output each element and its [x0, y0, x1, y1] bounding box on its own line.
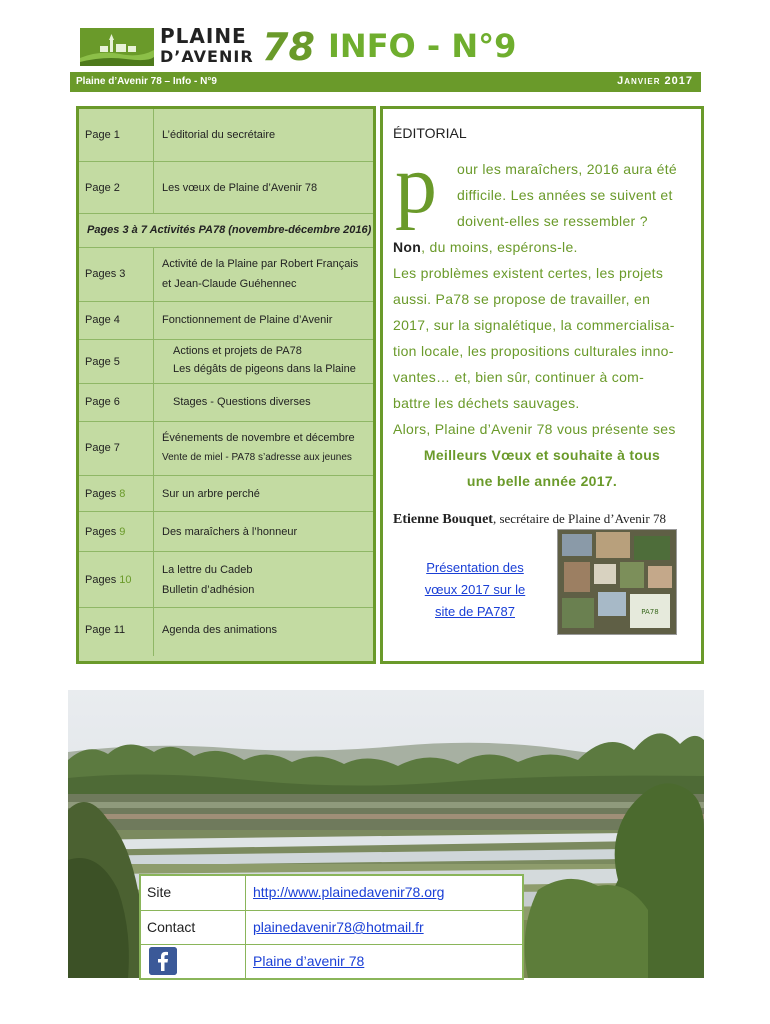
toc-page: Page 6 — [85, 396, 120, 408]
editorial-panel — [380, 106, 704, 664]
editorial-dropcap: p — [395, 138, 437, 231]
toc-row — [79, 339, 373, 384]
editorial-line: 2017, sur la signalétique, la commercialisa- — [393, 317, 675, 333]
editorial-line: difficile. Les années se suivent et — [457, 187, 673, 203]
toc-page: Page 4 — [85, 314, 120, 326]
logo-number: 78 — [262, 25, 315, 69]
toc-page: Pages 3 — [85, 268, 126, 280]
toc-desc: Fonctionnement de Plaine d’Avenir — [162, 314, 333, 326]
toc-row — [79, 301, 373, 340]
band-publication: Plaine d’Avenir 78 – Info - N°9 — [76, 76, 217, 87]
toc-desc: Événements de novembre et décembre Vente de miel - PA78 s’adresse aux jeunes — [162, 432, 355, 463]
toc-row — [79, 607, 373, 656]
logo — [80, 26, 316, 70]
toc-row — [79, 551, 373, 608]
toc-row — [79, 247, 373, 302]
toc-row — [79, 109, 373, 161]
contact-row-facebook — [141, 944, 522, 979]
facebook-link[interactable]: Plaine d’avenir 78 — [253, 953, 365, 969]
contact-row-site — [141, 876, 522, 910]
editorial-line: Les problèmes existent certes, les projets — [393, 265, 664, 281]
header-band — [70, 72, 701, 92]
site-label: Site — [147, 884, 172, 900]
toc-row — [79, 421, 373, 476]
issue-title: INFO - N°9 — [328, 27, 517, 65]
greetings-collage-image[interactable] — [557, 529, 677, 635]
toc-row — [79, 511, 373, 552]
toc-page: Pages 8 — [85, 488, 126, 500]
toc-desc: Actions et projets de PA78 Les dégâts de pigeons dans la Plaine — [173, 345, 356, 375]
contact-label: Contact — [147, 919, 196, 935]
toc-row — [79, 475, 373, 512]
toc-row — [79, 383, 373, 422]
toc-desc: L’éditorial du secrétaire — [162, 129, 276, 141]
presentation-link[interactable]: Présentation des vœux 2017 sur le site de PA787 — [424, 560, 526, 619]
toc-page: Pages 9 — [85, 526, 126, 538]
band-date: Janvier 2017 — [617, 75, 693, 87]
editorial-line: tion locale, les propositions culturales inno- — [393, 343, 674, 359]
editorial-wish: une belle année 2017. — [466, 473, 618, 489]
editorial-wish: Meilleurs Vœux et souhaite à tous — [423, 447, 661, 463]
contact-row-email — [141, 910, 522, 945]
editorial-line: Alors, Plaine d’Avenir 78 vous présente ses — [393, 421, 676, 437]
logo-plain-icon — [80, 28, 154, 66]
contact-table — [139, 874, 524, 980]
toc-page: Pages 10 — [85, 574, 132, 586]
editorial-line: doivent-elles se ressembler ? — [457, 213, 648, 229]
editorial-title: ÉDITORIAL — [393, 125, 467, 141]
toc-desc: La lettre du Cadeb Bulletin d’adhésion — [162, 564, 255, 596]
editorial-line: aussi. Pa78 se propose de travailler, en — [393, 291, 651, 307]
logo-text-davenir: D’AVENIR — [160, 47, 254, 66]
toc-desc: Les vœux de Plaine d’Avenir 78 — [162, 182, 318, 194]
toc-page: Page 7 — [85, 442, 120, 454]
editorial-line: Non, du moins, espérons-le. — [393, 239, 578, 255]
logo-text-plaine: PLAINE — [160, 24, 247, 48]
toc-page: Page 5 — [85, 356, 120, 368]
svg-text:PA78: PA78 — [641, 608, 659, 616]
editorial-line: battre les déchets sauvages. — [393, 395, 580, 411]
toc-page: Page 11 — [85, 624, 126, 636]
toc-desc: Activité de la Plaine par Robert Français et Jean-Claude Guéhennec — [162, 258, 359, 290]
email-link[interactable]: plainedavenir78@hotmail.fr — [253, 919, 424, 935]
editorial-line: vantes… et, bien sûr, continuer à com- — [393, 369, 645, 385]
editorial-line: our les maraîchers, 2016 aura été — [457, 161, 678, 177]
toc-desc: Stages - Questions diverses — [173, 396, 311, 408]
toc-section-heading: Pages 3 à 7 Activités PA78 (novembre-décembre 2016) — [79, 213, 373, 248]
facebook-icon[interactable] — [149, 947, 177, 975]
toc-desc: Sur un arbre perché — [162, 488, 260, 500]
table-of-contents — [76, 106, 376, 664]
toc-row — [79, 161, 373, 214]
toc-page: Page 1 — [85, 129, 120, 141]
editorial-signature: Etienne Bouquet, secrétaire de Plaine d’Avenir 78 — [393, 511, 666, 527]
site-link[interactable]: http://www.plainedavenir78.org — [253, 884, 445, 900]
toc-desc: Agenda des animations — [162, 624, 277, 636]
toc-page: Page 2 — [85, 182, 120, 194]
toc-desc: Des maraîchers à l’honneur — [162, 526, 298, 538]
